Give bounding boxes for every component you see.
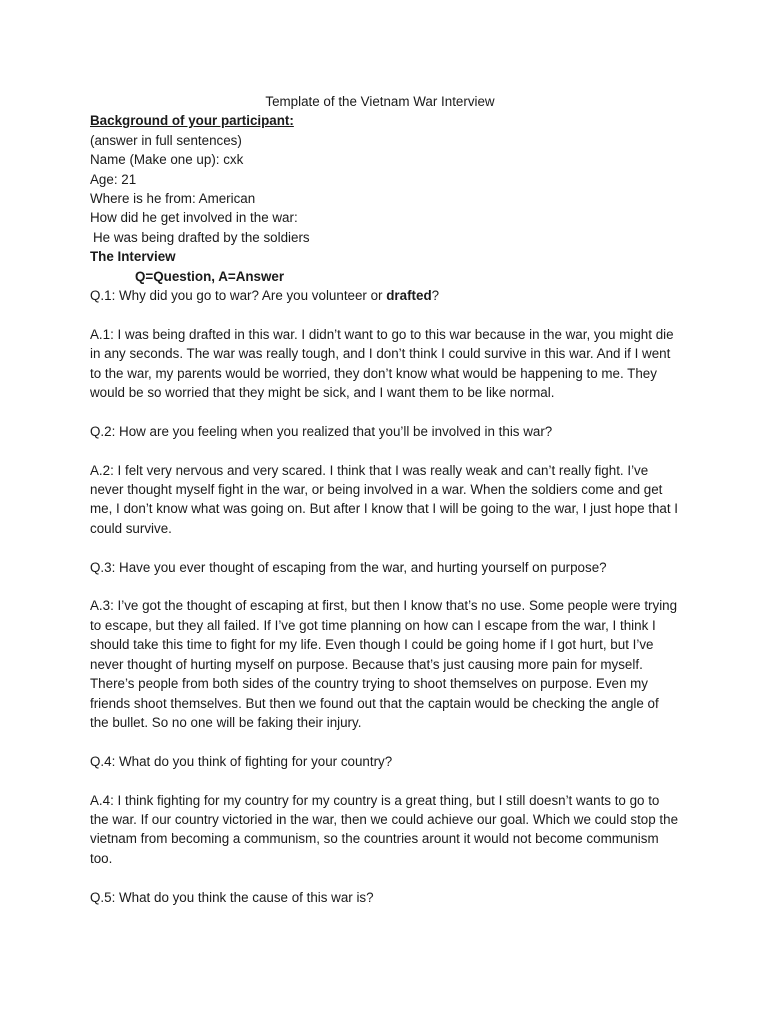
answer-3: A.3: I’ve got the thought of escaping at first, but then I know that’s no use. Some people were trying to escape, but they all failed. If I’ve got time planning on how can I escape from the war, I think I should take this time to fight for my life. Even though I could be going home if I got hurt, but I’ve never thought of hurting myself on purpose. Because that’s just causing more pain for myself. There’s people from both sides of the country trying to shoot themselves on purpose. Even my friends shoot themselves. But then we found out that the captain would be checking the angle of the bullet. So no one will be faking their injury. bbox=[90, 598, 678, 730]
answer-1: A.1: I was being drafted in this war. I didn’t want to go to this war because in the war, you might die in any seconds. The war was really tough, and I don’t think I could survive in this war. And if I went to the war, my parents would be worried, they don’t know what would be happening to me. They would be so worried that they might be sick, and I want them to be like normal. bbox=[90, 326, 674, 401]
document-body bbox=[90, 92, 680, 907]
question-1 bbox=[90, 286, 680, 305]
question-2: Q.2: How are you feeling when you realized that you’ll be involved in this war? bbox=[90, 423, 553, 439]
interview-legend: Q=Question, A=Answer bbox=[135, 268, 285, 284]
answer-2: A.2: I felt very nervous and very scared. I think that I was really weak and can’t really fight. I’ve never thought myself fight in the war, or being involved in a war. When the soldiers come and get me, I don’t know what was going on. But after I know that I will be going to the war, I just hope that I could survive. bbox=[90, 462, 679, 536]
spacer bbox=[90, 771, 680, 790]
spacer bbox=[90, 732, 680, 751]
spacer bbox=[90, 402, 680, 421]
participant-age: Age: 21 bbox=[90, 171, 137, 187]
background-note: (answer in full sentences) bbox=[90, 132, 242, 148]
question-1-text: Q.1: Why did you go to war? Are you volunteer or bbox=[90, 288, 387, 304]
answer-4: A.4: I think fighting for my country for my country is a great thing, but I still doesn’t wants to go to the war. If our country victoried in the war, then we could achieve our goal. Which we could stop the vietnam from becoming a communism, so the countries arount it would not become communism too. bbox=[90, 792, 679, 866]
spacer bbox=[90, 538, 680, 557]
question-3: Q.3: Have you ever thought of escaping from the war, and hurting yourself on purpose? bbox=[90, 559, 607, 575]
question-1-suffix: ? bbox=[431, 288, 440, 304]
spacer bbox=[90, 577, 680, 596]
participant-name: Name (Make one up): cxk bbox=[90, 152, 244, 168]
question-5: Q.5: What do you think the cause of this war is? bbox=[90, 889, 374, 905]
spacer bbox=[90, 305, 680, 324]
involvement-answer: He was being drafted by the soldiers bbox=[93, 229, 310, 245]
spacer bbox=[90, 441, 680, 460]
question-1-bold-word: drafted bbox=[386, 288, 432, 304]
question-4: Q.4: What do you think of fighting for your country? bbox=[90, 753, 393, 769]
interview-heading: The Interview bbox=[90, 249, 176, 265]
participant-origin: Where is he from: American bbox=[90, 191, 256, 207]
involvement-question: How did he get involved in the war: bbox=[90, 210, 298, 226]
spacer bbox=[90, 868, 680, 887]
document-title: Template of the Vietnam War Interview bbox=[265, 94, 495, 109]
background-heading: Background of your participant: bbox=[90, 113, 294, 129]
